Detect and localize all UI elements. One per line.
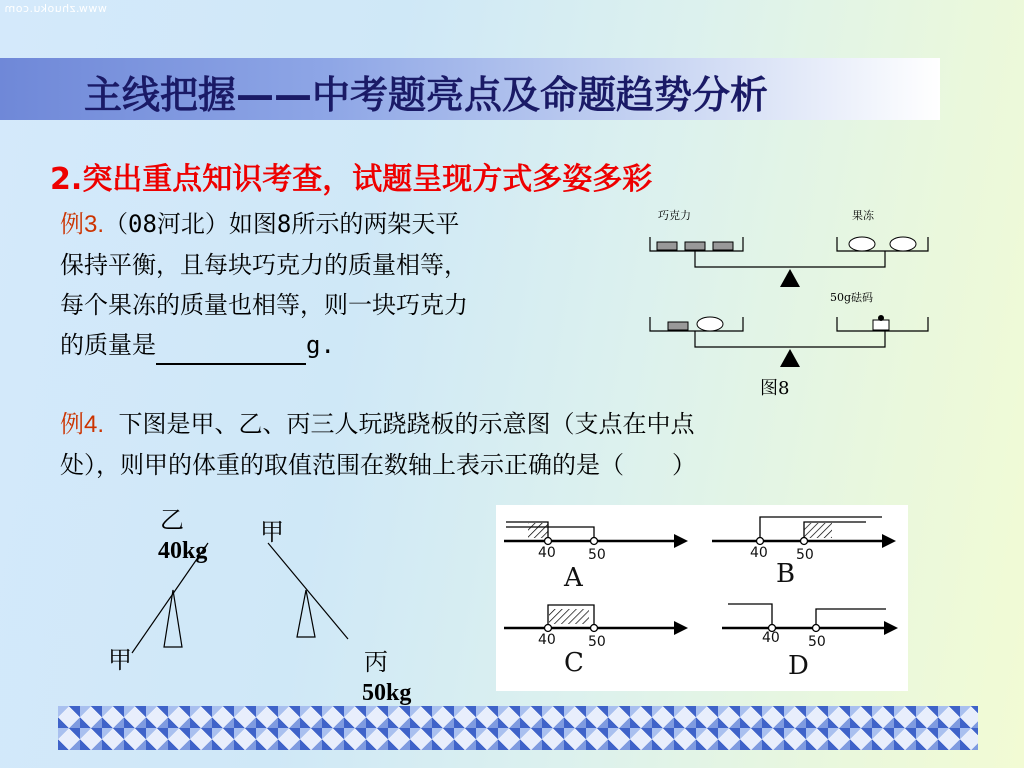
option-d-range-1 bbox=[728, 604, 772, 626]
slide-title: 主线把握——中考题亮点及命题趋势分析 bbox=[84, 73, 769, 117]
seesaw-left-bottom-name: 甲 bbox=[108, 646, 132, 674]
option-a-label-40: 40 bbox=[538, 545, 556, 561]
example-4-text bbox=[60, 404, 990, 485]
example-3-line-1: （08河北）如图8所示的两架天平 bbox=[104, 210, 460, 238]
upper-beam bbox=[695, 251, 885, 267]
label-jelly: 果冻 bbox=[852, 209, 874, 222]
option-b-arrow bbox=[882, 534, 896, 548]
seesaw-left-pivot bbox=[164, 590, 182, 647]
option-b-label-40: 40 bbox=[750, 545, 768, 561]
option-c-label-50: 50 bbox=[588, 634, 606, 650]
answer-blank bbox=[156, 341, 306, 365]
decorative-footer-band bbox=[58, 706, 978, 750]
example-3-line-4: 的质量是 bbox=[60, 331, 156, 359]
label-chocolate: 巧克力 bbox=[658, 209, 691, 222]
option-b-point-40 bbox=[757, 538, 764, 545]
watermark: www.zhuoku.com bbox=[4, 2, 107, 15]
figure-8-caption: 图8 bbox=[760, 378, 790, 399]
option-b-label-50: 50 bbox=[796, 547, 814, 563]
example-3-text bbox=[60, 204, 640, 365]
example-3-line-3: 每个果冻的质量也相等，则一块巧克力 bbox=[60, 291, 468, 319]
option-d-range-2 bbox=[816, 609, 886, 626]
option-a-point-40 bbox=[545, 538, 552, 545]
jelly-shape bbox=[697, 317, 723, 331]
option-d-label-40: 40 bbox=[762, 630, 780, 646]
option-b-point-50 bbox=[801, 538, 808, 545]
example-3-unit: g. bbox=[306, 331, 335, 359]
example-4-line-1: 下图是甲、乙、丙三人玩跷跷板的示意图（支点在中点 bbox=[118, 410, 695, 438]
option-a-label-50: 50 bbox=[588, 547, 606, 563]
example-3-label: 例3. bbox=[60, 211, 105, 238]
option-d-label-50: 50 bbox=[808, 634, 826, 650]
weight-50g bbox=[873, 320, 889, 330]
number-lines bbox=[496, 505, 908, 691]
option-c-hatch bbox=[549, 609, 589, 624]
option-d-letter[interactable]: D bbox=[788, 651, 809, 681]
jelly-shape bbox=[849, 237, 875, 251]
lower-beam bbox=[695, 331, 885, 347]
seesaw-right-top-name: 甲 bbox=[260, 518, 284, 546]
number-line-options bbox=[496, 505, 908, 691]
seesaw-left-top-weight: 40kg bbox=[158, 538, 208, 564]
option-d-arrow bbox=[884, 621, 898, 635]
chocolate-block bbox=[713, 242, 733, 250]
seesaw-right-plank bbox=[268, 543, 348, 639]
option-a-range-2 bbox=[506, 527, 594, 539]
chocolate-block bbox=[685, 242, 705, 250]
example-4-line-2: 处），则甲的体重的取值范围在数轴上表示正确的是（ ） bbox=[60, 451, 696, 479]
option-c-letter[interactable]: C bbox=[564, 648, 584, 678]
balance-figure bbox=[640, 225, 940, 375]
example-3-line-2: 保持平衡，且每块巧克力的质量相等， bbox=[60, 251, 468, 279]
option-a-point-50 bbox=[591, 538, 598, 545]
seesaw-right-bottom-name: 丙 bbox=[364, 648, 388, 676]
option-c-label-40: 40 bbox=[538, 632, 556, 648]
weight-knob bbox=[878, 315, 884, 321]
option-a-hatch bbox=[528, 523, 548, 538]
label-50g-weight: 50g砝码 bbox=[830, 291, 874, 304]
option-c-arrow bbox=[674, 621, 688, 635]
upper-fulcrum bbox=[780, 269, 800, 287]
jelly-shape bbox=[890, 237, 916, 251]
seesaw-left-top-name: 乙 bbox=[160, 506, 184, 534]
chocolate-block bbox=[668, 322, 688, 330]
lower-fulcrum bbox=[780, 349, 800, 367]
example-4-label: 例4. bbox=[60, 411, 105, 438]
option-c-point-40 bbox=[545, 625, 552, 632]
option-b-hatch bbox=[804, 523, 832, 538]
chocolate-block bbox=[657, 242, 677, 250]
option-b-letter[interactable]: B bbox=[776, 559, 796, 589]
seesaw-diagram bbox=[120, 535, 360, 665]
seesaw-right-bottom-weight: 50kg bbox=[362, 680, 412, 706]
option-d-point-50 bbox=[813, 625, 820, 632]
option-c-point-50 bbox=[591, 625, 598, 632]
option-a-letter[interactable]: A bbox=[564, 563, 583, 593]
option-a-arrow bbox=[674, 534, 688, 548]
section-heading: 2.突出重点知识考查，试题呈现方式多姿多彩 bbox=[50, 162, 653, 197]
